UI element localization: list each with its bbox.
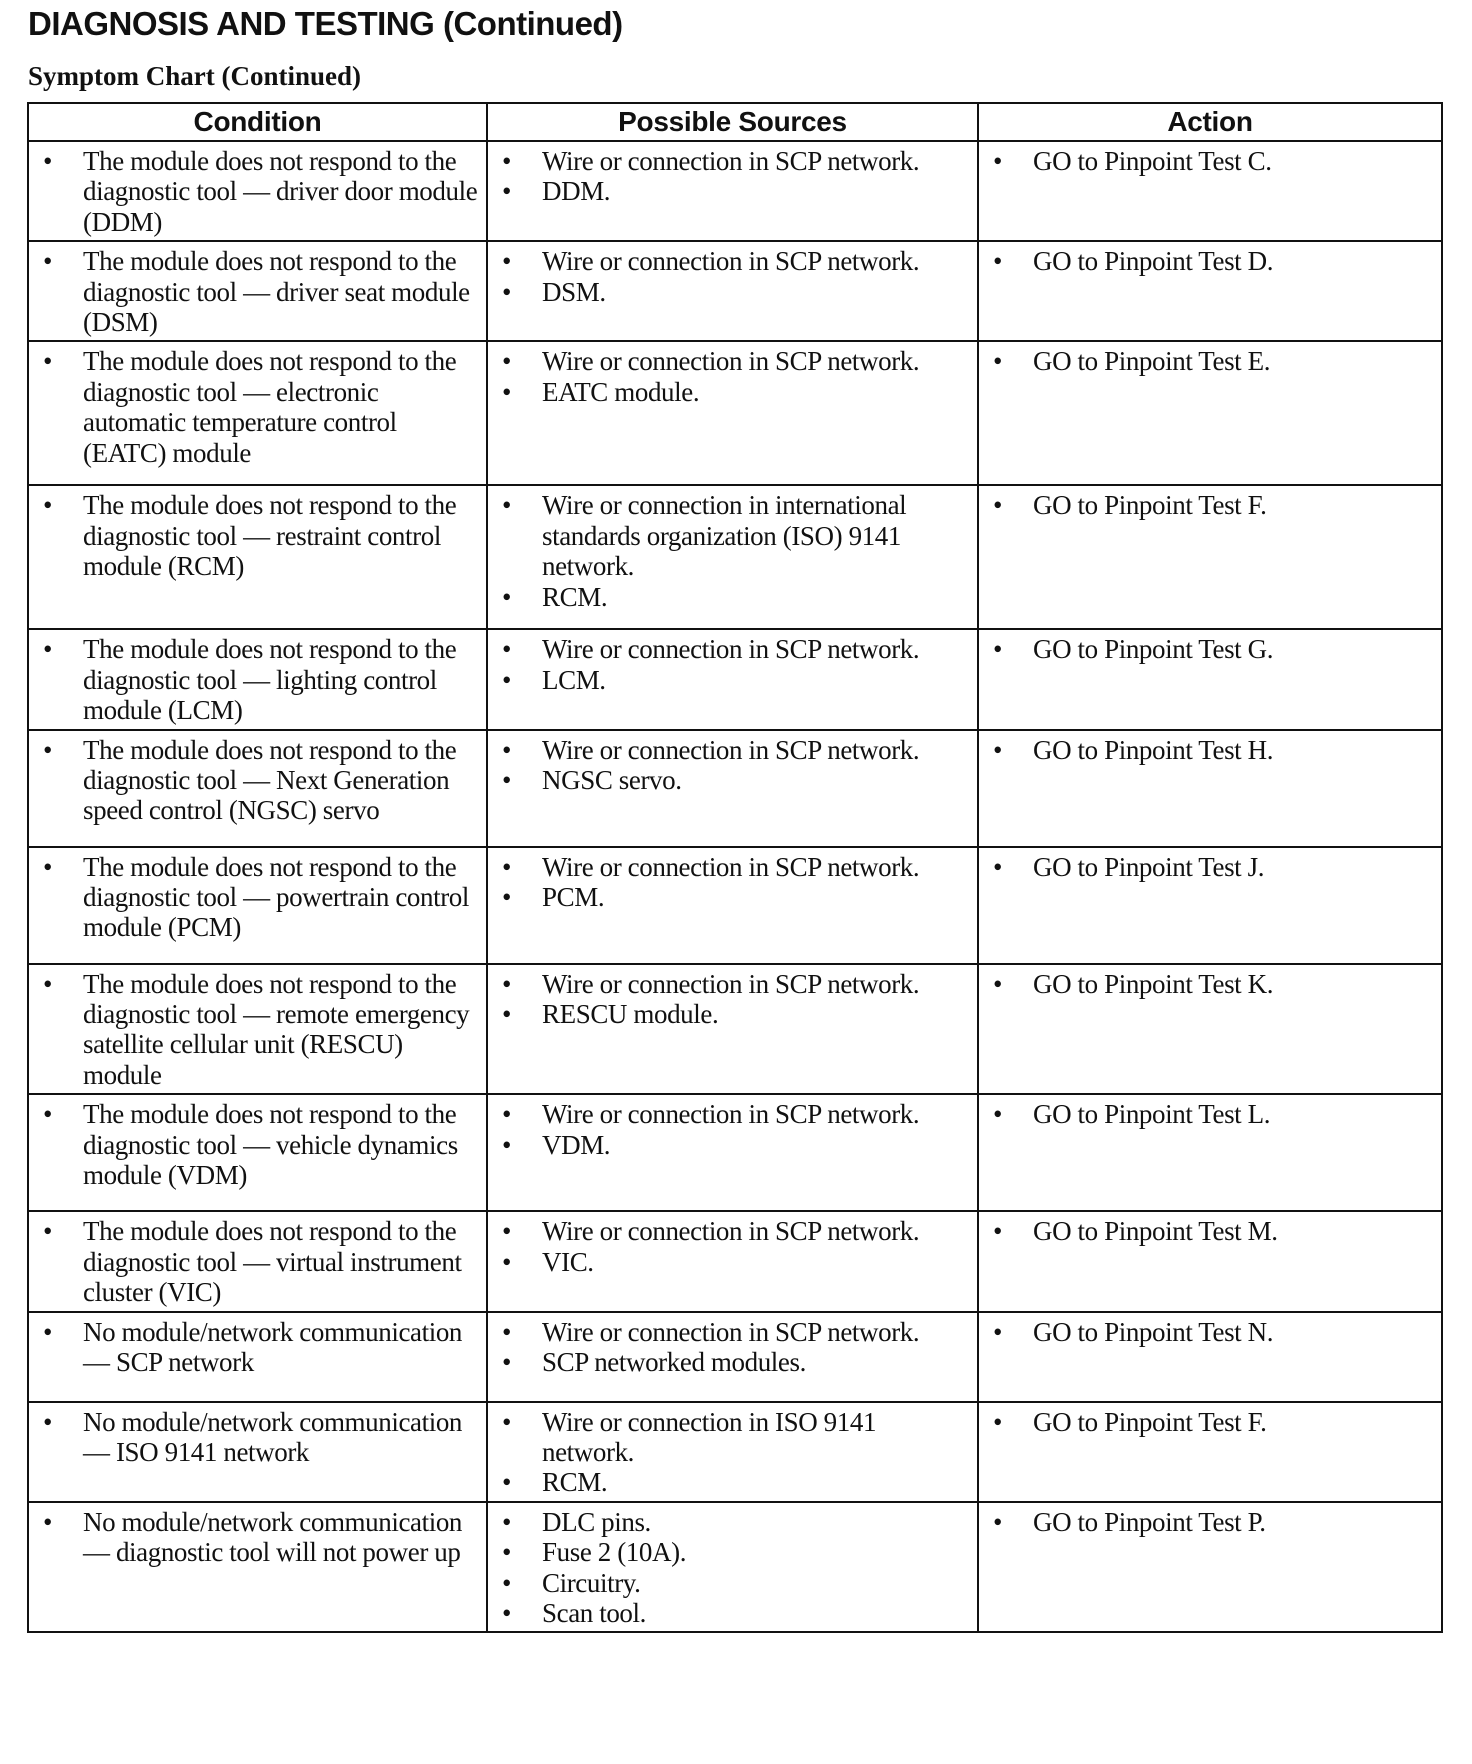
condition-text: • The module does not respond to the diagnostic tool — remote emergency satellite cellular unit (RESCU) module <box>37 969 480 1091</box>
possible-source-item: • VIC. <box>496 1247 971 1277</box>
possible-sources-list <box>496 146 971 207</box>
condition-text: • No module/network communication — ISO 9141 network <box>37 1407 480 1468</box>
condition-text: • The module does not respond to the diagnostic tool — driver door module (DDM) <box>37 146 480 237</box>
possible-source-item: • Wire or connection in ISO 9141 network. <box>496 1407 971 1468</box>
possible-source-item: • DDM. <box>496 176 971 206</box>
table-row <box>28 1402 1442 1502</box>
possible-source-item: • Wire or connection in SCP network. <box>496 735 971 765</box>
action-list <box>987 1317 1435 1347</box>
condition-text: • The module does not respond to the diagnostic tool — virtual instrument cluster (VIC) <box>37 1216 480 1307</box>
action-cell <box>978 1402 1442 1502</box>
action-list <box>987 1507 1435 1537</box>
possible-source-item: • RESCU module. <box>496 999 971 1029</box>
possible-source-item: • Wire or connection in SCP network. <box>496 634 971 664</box>
action-text: • GO to Pinpoint Test N. <box>987 1317 1435 1347</box>
possible-source-item: • Wire or connection in SCP network. <box>496 852 971 882</box>
section-subtitle: Symptom Chart (Continued) <box>28 61 362 91</box>
possible-sources-list <box>496 1407 971 1498</box>
possible-sources-cell <box>487 1211 978 1311</box>
action-list <box>987 1407 1435 1437</box>
possible-sources-list <box>496 1507 971 1629</box>
column-header-condition: Condition <box>28 103 487 141</box>
action-cell <box>978 341 1442 485</box>
possible-sources-cell <box>487 241 978 341</box>
condition-list <box>37 852 480 943</box>
action-text: • GO to Pinpoint Test P. <box>987 1507 1435 1537</box>
possible-source-item: • Wire or connection in SCP network. <box>496 1216 971 1246</box>
condition-text: • No module/network communication — SCP network <box>37 1317 480 1378</box>
possible-sources-list <box>496 1216 971 1277</box>
condition-cell <box>28 1402 487 1502</box>
table-row <box>28 847 1442 964</box>
action-text: • GO to Pinpoint Test F. <box>987 1407 1435 1437</box>
table-body <box>28 141 1442 1632</box>
possible-sources-cell <box>487 1402 978 1502</box>
condition-list <box>37 1507 480 1568</box>
action-list <box>987 634 1435 664</box>
possible-sources-cell <box>487 485 978 629</box>
condition-list <box>37 146 480 237</box>
action-cell <box>978 629 1442 729</box>
table-row <box>28 485 1442 629</box>
action-cell <box>978 730 1442 847</box>
possible-sources-cell <box>487 964 978 1095</box>
possible-sources-cell <box>487 1312 978 1402</box>
action-list <box>987 246 1435 276</box>
possible-sources-list <box>496 1317 971 1378</box>
possible-source-item: • PCM. <box>496 882 971 912</box>
possible-source-item: • RCM. <box>496 1467 971 1497</box>
condition-cell <box>28 1502 487 1633</box>
possible-sources-list <box>496 852 971 913</box>
possible-source-item: • Wire or connection in SCP network. <box>496 1099 971 1129</box>
condition-cell <box>28 141 487 241</box>
condition-text: • The module does not respond to the diagnostic tool — driver seat module (DSM) <box>37 246 480 337</box>
action-cell <box>978 847 1442 964</box>
table-row <box>28 1094 1442 1211</box>
possible-sources-list <box>496 1099 971 1160</box>
condition-cell <box>28 730 487 847</box>
action-text: • GO to Pinpoint Test L. <box>987 1099 1435 1129</box>
action-cell <box>978 1312 1442 1402</box>
possible-sources-cell <box>487 141 978 241</box>
action-cell <box>978 1211 1442 1311</box>
condition-text: • The module does not respond to the diagnostic tool — lighting control module (LCM) <box>37 634 480 725</box>
action-list <box>987 852 1435 882</box>
action-list <box>987 1099 1435 1129</box>
symptom-chart-table <box>27 102 1443 1633</box>
condition-cell <box>28 1312 487 1402</box>
action-text: • GO to Pinpoint Test G. <box>987 634 1435 664</box>
possible-source-item: • Wire or connection in SCP network. <box>496 969 971 999</box>
action-list <box>987 146 1435 176</box>
possible-source-item: • DLC pins. <box>496 1507 971 1537</box>
condition-cell <box>28 485 487 629</box>
condition-list <box>37 246 480 337</box>
condition-cell <box>28 964 487 1095</box>
page-title: DIAGNOSIS AND TESTING (Continued) <box>28 5 623 42</box>
action-list <box>987 346 1435 376</box>
action-cell <box>978 241 1442 341</box>
table-row <box>28 241 1442 341</box>
possible-source-item: • SCP networked modules. <box>496 1347 971 1377</box>
table-row <box>28 341 1442 485</box>
table-row <box>28 1312 1442 1402</box>
possible-source-item: • RCM. <box>496 582 971 612</box>
action-text: • GO to Pinpoint Test C. <box>987 146 1435 176</box>
possible-sources-cell <box>487 629 978 729</box>
condition-list <box>37 1216 480 1307</box>
condition-text: • No module/network communication — diagnostic tool will not power up <box>37 1507 480 1568</box>
condition-list <box>37 1317 480 1378</box>
action-list <box>987 490 1435 520</box>
action-text: • GO to Pinpoint Test D. <box>987 246 1435 276</box>
action-text: • GO to Pinpoint Test H. <box>987 735 1435 765</box>
action-list <box>987 735 1435 765</box>
possible-source-item: • Scan tool. <box>496 1598 971 1628</box>
possible-source-item: • DSM. <box>496 277 971 307</box>
condition-list <box>37 1407 480 1468</box>
possible-source-item: • Wire or connection in SCP network. <box>496 146 971 176</box>
action-text: • GO to Pinpoint Test K. <box>987 969 1435 999</box>
possible-source-item: • Wire or connection in SCP network. <box>496 346 971 376</box>
action-cell <box>978 1502 1442 1633</box>
possible-source-item: • Circuitry. <box>496 1568 971 1598</box>
condition-cell <box>28 847 487 964</box>
action-list <box>987 1216 1435 1246</box>
table-row <box>28 1502 1442 1633</box>
possible-source-item: • LCM. <box>496 665 971 695</box>
condition-list <box>37 346 480 468</box>
possible-sources-cell <box>487 341 978 485</box>
possible-sources-list <box>496 735 971 796</box>
possible-sources-list <box>496 246 971 307</box>
table-header-row <box>28 103 1442 141</box>
condition-cell <box>28 1094 487 1211</box>
possible-sources-list <box>496 346 971 407</box>
possible-source-item: • Wire or connection in international standards organization (ISO) 9141 network. <box>496 490 971 581</box>
table-row <box>28 141 1442 241</box>
action-list <box>987 969 1435 999</box>
possible-source-item: • Wire or connection in SCP network. <box>496 246 971 276</box>
action-text: • GO to Pinpoint Test F. <box>987 490 1435 520</box>
condition-list <box>37 1099 480 1190</box>
possible-sources-cell <box>487 1502 978 1633</box>
action-cell <box>978 1094 1442 1211</box>
column-header-possible-sources: Possible Sources <box>487 103 978 141</box>
action-text: • GO to Pinpoint Test M. <box>987 1216 1435 1246</box>
action-cell <box>978 964 1442 1095</box>
table-row <box>28 629 1442 729</box>
action-text: • GO to Pinpoint Test J. <box>987 852 1435 882</box>
condition-list <box>37 490 480 581</box>
condition-list <box>37 634 480 725</box>
condition-cell <box>28 1211 487 1311</box>
possible-source-item: • VDM. <box>496 1130 971 1160</box>
condition-list <box>37 735 480 826</box>
condition-cell <box>28 629 487 729</box>
possible-sources-list <box>496 634 971 695</box>
condition-text: • The module does not respond to the diagnostic tool — vehicle dynamics module (VDM) <box>37 1099 480 1190</box>
condition-text: • The module does not respond to the diagnostic tool — powertrain control module (PCM) <box>37 852 480 943</box>
table-row <box>28 1211 1442 1311</box>
possible-sources-list <box>496 969 971 1030</box>
table-row <box>28 964 1442 1095</box>
possible-source-item: • NGSC servo. <box>496 765 971 795</box>
possible-sources-cell <box>487 1094 978 1211</box>
condition-text: • The module does not respond to the diagnostic tool — electronic automatic temperature control (EATC) module <box>37 346 480 468</box>
possible-sources-cell <box>487 847 978 964</box>
condition-text: • The module does not respond to the diagnostic tool — Next Generation speed control (NGSC) servo <box>37 735 480 826</box>
possible-source-item: • Wire or connection in SCP network. <box>496 1317 971 1347</box>
table-row <box>28 730 1442 847</box>
action-cell <box>978 141 1442 241</box>
possible-sources-list <box>496 490 971 612</box>
possible-source-item: • EATC module. <box>496 377 971 407</box>
condition-cell <box>28 341 487 485</box>
column-header-action: Action <box>978 103 1442 141</box>
possible-sources-cell <box>487 730 978 847</box>
possible-source-item: • Fuse 2 (10A). <box>496 1537 971 1567</box>
action-text: • GO to Pinpoint Test E. <box>987 346 1435 376</box>
action-cell <box>978 485 1442 629</box>
condition-list <box>37 969 480 1091</box>
condition-cell <box>28 241 487 341</box>
condition-text: • The module does not respond to the diagnostic tool — restraint control module (RCM) <box>37 490 480 581</box>
